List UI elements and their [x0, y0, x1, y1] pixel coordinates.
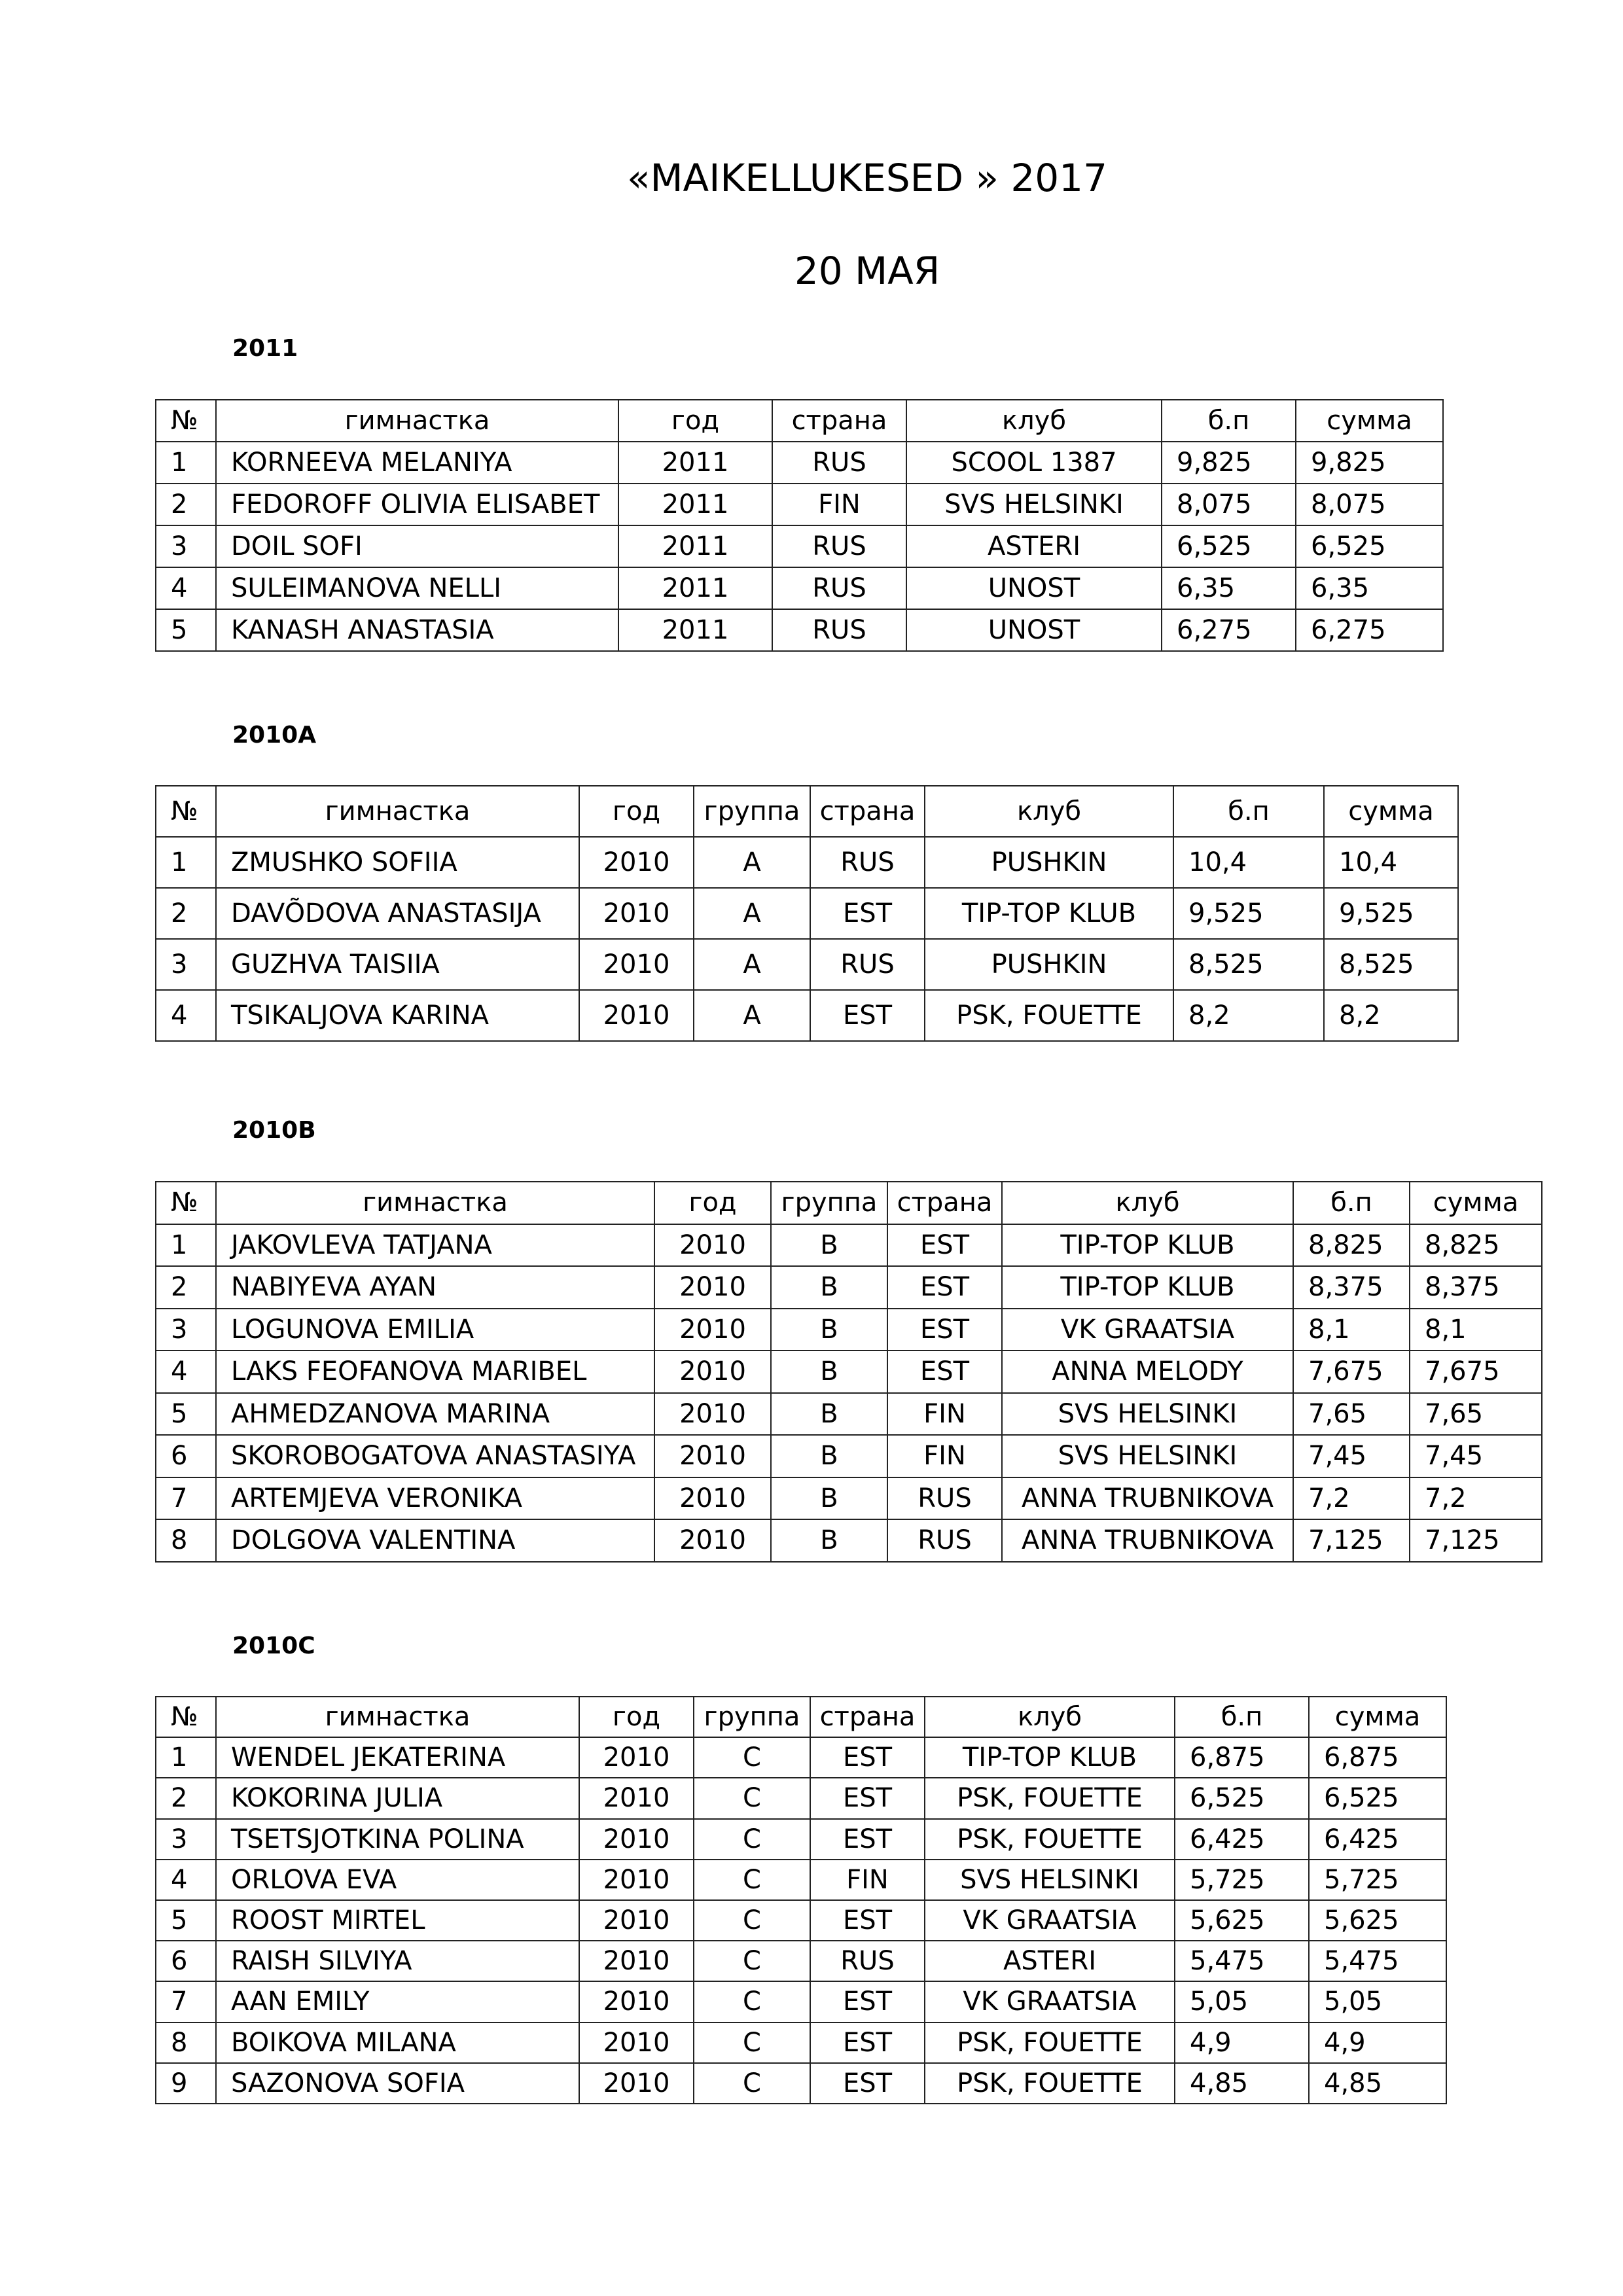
table-cell: FIN — [810, 1860, 925, 1900]
table-cell: 5,475 — [1175, 1941, 1309, 1981]
table-cell: 7,2 — [1410, 1477, 1542, 1520]
table-cell: 8,075 — [1296, 484, 1443, 525]
table-cell: 9,525 — [1173, 888, 1324, 939]
table-cell: 2010 — [654, 1266, 771, 1309]
table-cell: A — [694, 990, 810, 1041]
table-cell: VK GRAATSIA — [1002, 1309, 1293, 1351]
table-cell: 9,825 — [1296, 442, 1443, 484]
table-cell: 6 — [156, 1941, 216, 1981]
table-cell: 5 — [156, 609, 216, 651]
table-cell: 2010 — [579, 1737, 694, 1778]
table-cell: PSK, FOUETTE — [925, 990, 1173, 1041]
table-cell: 7,45 — [1293, 1435, 1410, 1477]
column-header: группа — [694, 786, 810, 837]
column-header: б.п — [1175, 1697, 1309, 1737]
table-cell: PSK, FOUETTE — [925, 2022, 1175, 2063]
table-cell: UNOST — [906, 609, 1162, 651]
table-header-row — [156, 1697, 1446, 1737]
table-cell: 5,05 — [1309, 1981, 1446, 2022]
table-cell: SVS HELSINKI — [925, 1860, 1175, 1900]
table-cell: BOIKOVA MILANA — [216, 2022, 579, 2063]
table-cell: PUSHKIN — [925, 939, 1173, 990]
table-cell: LAKS FEOFANOVA MARIBEL — [216, 1351, 654, 1393]
table-cell: 2010 — [654, 1435, 771, 1477]
table-cell: 6,875 — [1175, 1737, 1309, 1778]
table-row — [156, 1778, 1446, 1818]
table-cell: C — [694, 1941, 810, 1981]
table-row — [156, 1435, 1542, 1477]
table-cell: 1 — [156, 1737, 216, 1778]
table-cell: EST — [810, 1900, 925, 1941]
table-cell: 2010 — [654, 1351, 771, 1393]
table-cell: VK GRAATSIA — [925, 1900, 1175, 1941]
table-cell: PSK, FOUETTE — [925, 2063, 1175, 2104]
table-cell: A — [694, 837, 810, 888]
table-cell: 5,725 — [1309, 1860, 1446, 1900]
table-cell: FIN — [887, 1435, 1002, 1477]
results-table-2010b — [155, 1181, 1543, 1563]
table-cell: 4 — [156, 990, 216, 1041]
column-header: группа — [694, 1697, 810, 1737]
table-cell: 8,2 — [1324, 990, 1458, 1041]
document-date: 20 МАЯ — [794, 249, 940, 293]
table-cell: 4 — [156, 1860, 216, 1900]
table-cell: ANNA TRUBNIKOVA — [1002, 1519, 1293, 1562]
table-cell: B — [771, 1435, 887, 1477]
table-cell: B — [771, 1266, 887, 1309]
table-row — [156, 1351, 1542, 1393]
table-row — [156, 1224, 1542, 1267]
table-cell: 4,85 — [1309, 2063, 1446, 2104]
table-cell: FIN — [772, 484, 906, 525]
table-cell: SVS HELSINKI — [906, 484, 1162, 525]
table-row — [156, 2022, 1446, 2063]
table-cell: RUS — [772, 525, 906, 567]
table-cell: 2010 — [579, 1819, 694, 1860]
table-cell: WENDEL JEKATERINA — [216, 1737, 579, 1778]
column-header: страна — [810, 786, 925, 837]
table-cell: SVS HELSINKI — [1002, 1435, 1293, 1477]
table-cell: TIP-TOP KLUB — [1002, 1266, 1293, 1309]
table-cell: GUZHVA TAISIIA — [216, 939, 579, 990]
column-header: б.п — [1173, 786, 1324, 837]
table-cell: AHMEDZANOVA MARINA — [216, 1393, 654, 1436]
table-row — [156, 990, 1458, 1041]
section-label-2010c: 2010C — [232, 1633, 315, 1659]
table-cell: 8,2 — [1173, 990, 1324, 1041]
table-cell: 9,525 — [1324, 888, 1458, 939]
column-header: б.п — [1162, 400, 1296, 442]
table-cell: PSK, FOUETTE — [925, 1819, 1175, 1860]
table-cell: B — [771, 1477, 887, 1520]
table-cell: 2010 — [579, 2063, 694, 2104]
column-header: б.п — [1293, 1182, 1410, 1224]
table-cell: 3 — [156, 1819, 216, 1860]
table-row — [156, 484, 1443, 525]
table-cell: KORNEEVA MELANIYA — [216, 442, 618, 484]
table-cell: 6,525 — [1296, 525, 1443, 567]
table-cell: 7,45 — [1410, 1435, 1542, 1477]
table-row — [156, 525, 1443, 567]
table-cell: 4,9 — [1309, 2022, 1446, 2063]
table-cell: 8 — [156, 1519, 216, 1562]
table-cell: VK GRAATSIA — [925, 1981, 1175, 2022]
table-cell: EST — [810, 1981, 925, 2022]
table-cell: 7,675 — [1410, 1351, 1542, 1393]
column-header: год — [654, 1182, 771, 1224]
table-cell: 6,35 — [1162, 567, 1296, 609]
table-cell: 2010 — [654, 1309, 771, 1351]
table-cell: B — [771, 1224, 887, 1267]
table-cell: ORLOVA EVA — [216, 1860, 579, 1900]
table-cell: 7,125 — [1293, 1519, 1410, 1562]
table-cell: 8,1 — [1293, 1309, 1410, 1351]
table-cell: RUS — [810, 1941, 925, 1981]
table-cell: 5,475 — [1309, 1941, 1446, 1981]
table-cell: EST — [810, 1819, 925, 1860]
table-cell: EST — [887, 1224, 1002, 1267]
table-cell: EST — [887, 1266, 1002, 1309]
table-row — [156, 888, 1458, 939]
table-cell: C — [694, 1900, 810, 1941]
table-cell: 2011 — [618, 567, 772, 609]
column-header: сумма — [1324, 786, 1458, 837]
table-cell: ARTEMJEVA VERONIKA — [216, 1477, 654, 1520]
table-cell: 2010 — [579, 1778, 694, 1818]
table-cell: 6,875 — [1309, 1737, 1446, 1778]
table-cell: C — [694, 1778, 810, 1818]
column-header: № — [156, 400, 216, 442]
table-cell: 2 — [156, 1266, 216, 1309]
table-cell: PSK, FOUETTE — [925, 1778, 1175, 1818]
section-label-2011: 2011 — [232, 335, 298, 362]
table-cell: RUS — [887, 1477, 1002, 1520]
table-cell: EST — [810, 1778, 925, 1818]
table-cell: EST — [810, 2022, 925, 2063]
table-cell: RUS — [772, 609, 906, 651]
table-cell: 2 — [156, 484, 216, 525]
table-cell: 8,375 — [1293, 1266, 1410, 1309]
column-header: год — [579, 786, 694, 837]
table-cell: JAKOVLEVA TATJANA — [216, 1224, 654, 1267]
results-table-2011 — [155, 399, 1444, 652]
table-cell: B — [771, 1351, 887, 1393]
table-cell: 8,825 — [1293, 1224, 1410, 1267]
table-cell: DOIL SOFI — [216, 525, 618, 567]
table-cell: 1 — [156, 442, 216, 484]
table-cell: 2010 — [654, 1519, 771, 1562]
table-cell: 8,375 — [1410, 1266, 1542, 1309]
table-cell: TSIKALJOVA KARINA — [216, 990, 579, 1041]
table-cell: 3 — [156, 525, 216, 567]
table-cell: 2010 — [579, 1981, 694, 2022]
table-cell: 6,35 — [1296, 567, 1443, 609]
table-cell: 8,075 — [1162, 484, 1296, 525]
table-cell: PUSHKIN — [925, 837, 1173, 888]
table-cell: EST — [887, 1309, 1002, 1351]
table-row — [156, 1860, 1446, 1900]
column-header: страна — [810, 1697, 925, 1737]
table-cell: 7 — [156, 1981, 216, 2022]
table-cell: B — [771, 1393, 887, 1436]
column-header: клуб — [925, 786, 1173, 837]
column-header: группа — [771, 1182, 887, 1224]
table-cell: EST — [887, 1351, 1002, 1393]
table-cell: 2010 — [579, 1900, 694, 1941]
table-cell: 2010 — [654, 1224, 771, 1267]
table-cell: C — [694, 1737, 810, 1778]
table-cell: SCOOL 1387 — [906, 442, 1162, 484]
table-cell: 5,625 — [1309, 1900, 1446, 1941]
table-cell: 4,85 — [1175, 2063, 1309, 2104]
table-cell: RAISH SILVIYA — [216, 1941, 579, 1981]
table-cell: 5,05 — [1175, 1981, 1309, 2022]
table-cell: 2011 — [618, 525, 772, 567]
table-cell: ASTERI — [925, 1941, 1175, 1981]
column-header: страна — [887, 1182, 1002, 1224]
table-cell: 8,825 — [1410, 1224, 1542, 1267]
table-cell: B — [771, 1309, 887, 1351]
table-cell: 8 — [156, 2022, 216, 2063]
table-cell: 8,525 — [1173, 939, 1324, 990]
table-cell: 10,4 — [1324, 837, 1458, 888]
section-label-2010b: 2010B — [232, 1117, 316, 1144]
table-cell: 9,825 — [1162, 442, 1296, 484]
table-cell: SVS HELSINKI — [1002, 1393, 1293, 1436]
table-row — [156, 1981, 1446, 2022]
table-cell: DOLGOVA VALENTINA — [216, 1519, 654, 1562]
table-cell: ANNA MELODY — [1002, 1351, 1293, 1393]
table-cell: EST — [810, 2063, 925, 2104]
column-header: год — [579, 1697, 694, 1737]
table-cell: 5,725 — [1175, 1860, 1309, 1900]
table-cell: RUS — [810, 837, 925, 888]
table-cell: 2 — [156, 888, 216, 939]
column-header: № — [156, 1697, 216, 1737]
column-header: сумма — [1296, 400, 1443, 442]
table-cell: TIP-TOP KLUB — [1002, 1224, 1293, 1267]
table-cell: 1 — [156, 1224, 216, 1267]
table-cell: 7,2 — [1293, 1477, 1410, 1520]
table-cell: 2010 — [579, 888, 694, 939]
table-cell: 7,125 — [1410, 1519, 1542, 1562]
table-cell: 3 — [156, 1309, 216, 1351]
table-row — [156, 1519, 1542, 1562]
table-row — [156, 609, 1443, 651]
table-cell: 8,1 — [1410, 1309, 1542, 1351]
column-header: гимнастка — [216, 786, 579, 837]
column-header: гимнастка — [216, 1182, 654, 1224]
document-title: «MAIKELLUKESED » 2017 — [627, 156, 1107, 200]
table-cell: TIP-TOP KLUB — [925, 888, 1173, 939]
table-cell: 2 — [156, 1778, 216, 1818]
table-cell: 5 — [156, 1393, 216, 1436]
column-header: страна — [772, 400, 906, 442]
table-cell: 6,275 — [1296, 609, 1443, 651]
table-row — [156, 1941, 1446, 1981]
table-cell: C — [694, 2063, 810, 2104]
table-cell: NABIYEVA AYAN — [216, 1266, 654, 1309]
table-cell: SAZONOVA SOFIA — [216, 2063, 579, 2104]
table-cell: 6,525 — [1162, 525, 1296, 567]
column-header: № — [156, 786, 216, 837]
table-cell: FEDOROFF OLIVIA ELISABET — [216, 484, 618, 525]
table-cell: C — [694, 1819, 810, 1860]
table-cell: 7,65 — [1410, 1393, 1542, 1436]
table-cell: 10,4 — [1173, 837, 1324, 888]
table-row — [156, 442, 1443, 484]
column-header: гимнастка — [216, 400, 618, 442]
section-label-2010a: 2010A — [232, 722, 317, 749]
table-cell: DAVÕDOVA ANASTASIJA — [216, 888, 579, 939]
table-cell: UNOST — [906, 567, 1162, 609]
table-cell: 2010 — [579, 2022, 694, 2063]
table-cell: KOKORINA JULIA — [216, 1778, 579, 1818]
column-header: год — [618, 400, 772, 442]
table-cell: ZMUSHKO SOFIIA — [216, 837, 579, 888]
table-cell: A — [694, 939, 810, 990]
table-cell: 9 — [156, 2063, 216, 2104]
table-cell: 4 — [156, 567, 216, 609]
table-row — [156, 2063, 1446, 2104]
table-cell: AAN EMILY — [216, 1981, 579, 2022]
table-cell: 6,425 — [1175, 1819, 1309, 1860]
table-cell: LOGUNOVA EMILIA — [216, 1309, 654, 1351]
table-cell: SULEIMANOVA NELLI — [216, 567, 618, 609]
table-cell: ANNA TRUBNIKOVA — [1002, 1477, 1293, 1520]
table-row — [156, 1900, 1446, 1941]
table-cell: 7 — [156, 1477, 216, 1520]
table-row — [156, 1393, 1542, 1436]
column-header: сумма — [1410, 1182, 1542, 1224]
table-row — [156, 1266, 1542, 1309]
table-row — [156, 837, 1458, 888]
results-table-2010a — [155, 785, 1459, 1042]
table-cell: 7,65 — [1293, 1393, 1410, 1436]
table-cell: 3 — [156, 939, 216, 990]
column-header: клуб — [906, 400, 1162, 442]
table-cell: 7,675 — [1293, 1351, 1410, 1393]
table-cell: C — [694, 1981, 810, 2022]
table-cell: 6 — [156, 1435, 216, 1477]
column-header: № — [156, 1182, 216, 1224]
table-cell: RUS — [772, 442, 906, 484]
table-cell: FIN — [887, 1393, 1002, 1436]
column-header: клуб — [1002, 1182, 1293, 1224]
table-cell: 6,525 — [1309, 1778, 1446, 1818]
table-cell: 2010 — [579, 990, 694, 1041]
table-cell: C — [694, 1860, 810, 1900]
table-cell: 2010 — [654, 1393, 771, 1436]
table-row — [156, 1737, 1446, 1778]
table-cell: TSETSJOTKINA POLINA — [216, 1819, 579, 1860]
table-cell: 6,525 — [1175, 1778, 1309, 1818]
table-cell: 2010 — [579, 837, 694, 888]
table-cell: EST — [810, 990, 925, 1041]
table-cell: 6,425 — [1309, 1819, 1446, 1860]
table-cell: 2010 — [579, 1860, 694, 1900]
table-cell: 2011 — [618, 609, 772, 651]
column-header: гимнастка — [216, 1697, 579, 1737]
table-cell: TIP-TOP KLUB — [925, 1737, 1175, 1778]
results-table-2010c — [155, 1696, 1447, 2104]
table-cell: 4,9 — [1175, 2022, 1309, 2063]
table-cell: KANASH ANASTASIA — [216, 609, 618, 651]
table-cell: 2010 — [579, 939, 694, 990]
column-header: сумма — [1309, 1697, 1446, 1737]
table-cell: 2011 — [618, 484, 772, 525]
table-cell: RUS — [887, 1519, 1002, 1562]
table-row — [156, 1309, 1542, 1351]
table-cell: RUS — [810, 939, 925, 990]
table-cell: RUS — [772, 567, 906, 609]
table-cell: 8,525 — [1324, 939, 1458, 990]
table-cell: A — [694, 888, 810, 939]
table-header-row — [156, 1182, 1542, 1224]
table-header-row — [156, 786, 1458, 837]
table-cell: 5,625 — [1175, 1900, 1309, 1941]
column-header: клуб — [925, 1697, 1175, 1737]
table-header-row — [156, 400, 1443, 442]
table-cell: 2010 — [579, 1941, 694, 1981]
table-row — [156, 939, 1458, 990]
table-cell: B — [771, 1519, 887, 1562]
table-cell: SKOROBOGATOVA ANASTASIYA — [216, 1435, 654, 1477]
table-cell: 6,275 — [1162, 609, 1296, 651]
table-cell: 2010 — [654, 1477, 771, 1520]
table-row — [156, 567, 1443, 609]
table-cell: C — [694, 2022, 810, 2063]
table-cell: 5 — [156, 1900, 216, 1941]
table-cell: 2011 — [618, 442, 772, 484]
table-cell: ASTERI — [906, 525, 1162, 567]
table-row — [156, 1477, 1542, 1520]
table-cell: 1 — [156, 837, 216, 888]
table-cell: ROOST MIRTEL — [216, 1900, 579, 1941]
table-cell: EST — [810, 1737, 925, 1778]
table-cell: 4 — [156, 1351, 216, 1393]
table-row — [156, 1819, 1446, 1860]
table-cell: EST — [810, 888, 925, 939]
